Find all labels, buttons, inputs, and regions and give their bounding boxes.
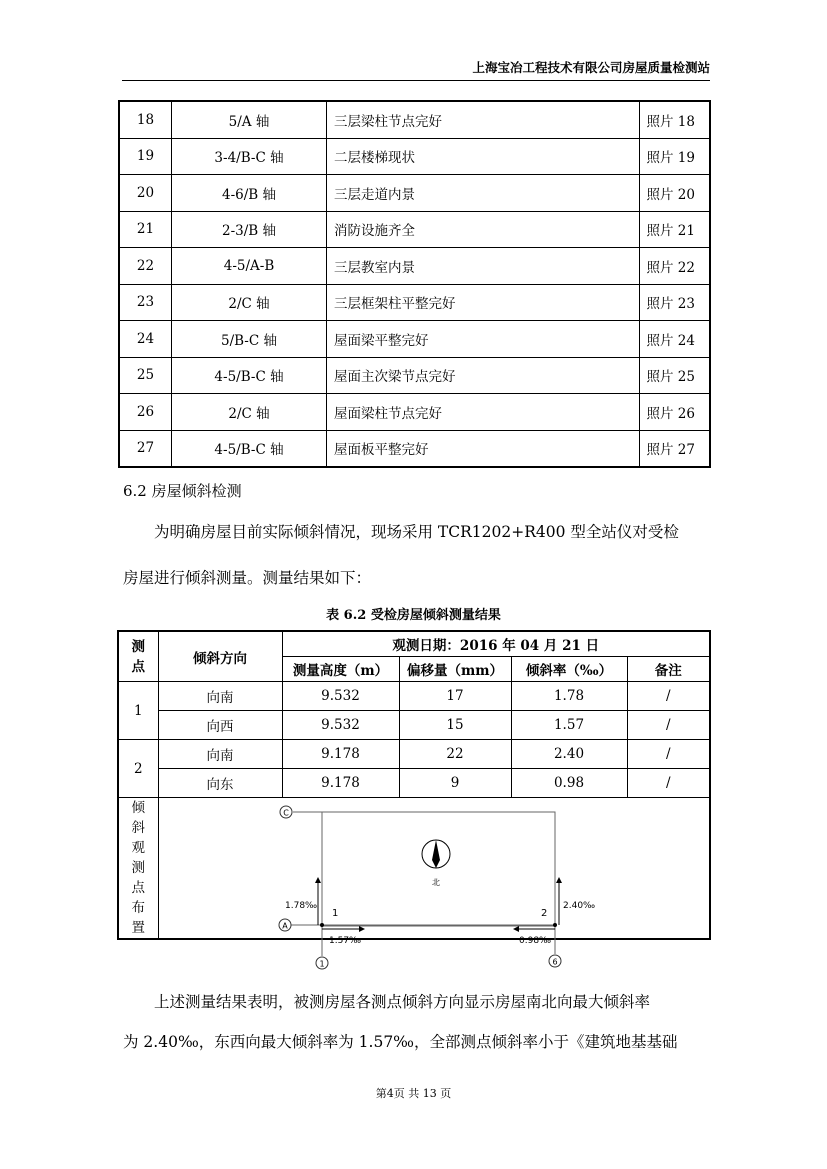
layout-label-text: 倾 斜 观 测 点 布 置 [131,800,145,936]
row-photo: 照片 26 [640,394,711,431]
point-1-marker [320,923,324,927]
point-2-marker [553,923,557,927]
row-axis: 5/A 轴 [172,101,327,138]
header-point-text: 测 点 [131,638,145,675]
point-1-ew-rate: 1.57‰ [328,936,361,946]
section-heading: 6.2 房屋倾斜检测 [123,482,242,500]
row-direction: 向东 [158,769,282,798]
row-axis: 4-5/B-C 轴 [172,430,327,467]
row-number: 21 [119,211,172,248]
row-description: 屋面梁平整完好 [327,321,640,358]
row-axis: 5/B-C 轴 [172,321,327,358]
row-rate: 2.40 [511,740,627,769]
row-photo: 照片 24 [640,321,711,358]
table-row [119,211,710,248]
row-description: 二层楼梯现状 [327,138,640,175]
building-outline [322,812,555,926]
row-height: 9.532 [282,682,399,711]
row-point: 1 [118,682,158,740]
row-photo: 照片 18 [640,101,711,138]
table-row [119,357,710,394]
page-footer: 第4页 共 13 页 [375,1087,452,1100]
row-axis: 4-6/B 轴 [172,175,327,212]
axis-a-label: A [281,921,288,931]
north-needle-icon [432,840,440,868]
table-row [119,138,710,175]
row-description: 消防设施齐全 [327,211,640,248]
row-number: 27 [119,430,172,467]
row-offset: 17 [399,682,511,711]
row-number: 23 [119,284,172,321]
row-description: 屋面梁柱节点完好 [327,394,640,431]
point-2-ew-rate: 0.98‰ [518,936,551,946]
paragraph-line: 为 2.40‰，东西向最大倾斜率为 1.57‰，全部测点倾斜率小于《建筑地基基础 [123,1033,678,1051]
table-row [119,394,710,431]
row-rate: 1.78 [511,682,627,711]
row-note: / [627,711,710,740]
row-axis: 2-3/B 轴 [172,211,327,248]
row-direction: 向西 [158,711,282,740]
table-row [118,740,710,769]
header-point [118,631,158,682]
row-height: 9.178 [282,769,399,798]
header-date: 观测日期：2016 年 04 月 21 日 [282,631,710,657]
header-offset: 偏移量（mm） [399,657,511,682]
row-axis: 4-5/B-C 轴 [172,357,327,394]
photo-table [118,100,711,468]
row-description: 三层教室内景 [327,248,640,285]
row-description: 三层梁柱节点完好 [327,101,640,138]
paragraph-line: 房屋进行倾斜测量。测量结果如下： [123,569,372,587]
north-label: 北 [431,878,440,887]
row-number: 20 [119,175,172,212]
tilt-table [117,630,711,969]
axis-1-label: 1 [318,959,325,969]
row-note: / [627,682,710,711]
header-note: 备注 [627,657,710,682]
layout-label [118,798,158,940]
row-height: 9.532 [282,711,399,740]
table-row [119,175,710,212]
table-row [118,682,710,711]
row-number: 24 [119,321,172,358]
row-photo: 照片 20 [640,175,711,212]
row-description: 三层框架柱平整完好 [327,284,640,321]
header-org: 上海宝冶工程技术有限公司房屋质量检测站 [472,60,710,75]
row-number: 26 [119,394,172,431]
table-row [118,711,710,740]
row-offset: 9 [399,769,511,798]
row-photo: 照片 22 [640,248,711,285]
row-axis: 3-4/B-C 轴 [172,138,327,175]
row-height: 9.178 [282,740,399,769]
row-point: 2 [118,740,158,798]
row-description: 屋面板平整完好 [327,430,640,467]
row-number: 18 [119,101,172,138]
table-row [119,101,710,138]
row-number: 22 [119,248,172,285]
page-header [122,58,710,81]
point-1-ns-rate: 1.78‰ [284,901,317,911]
table-row [118,769,710,798]
row-description: 屋面主次梁节点完好 [327,357,640,394]
table-row [119,321,710,358]
point-2-label: 2 [540,908,547,919]
row-direction: 向南 [158,740,282,769]
row-note: / [627,740,710,769]
row-description: 三层走道内景 [327,175,640,212]
row-photo: 照片 21 [640,211,711,248]
row-direction: 向南 [158,682,282,711]
header-direction: 倾斜方向 [158,631,282,682]
row-number: 19 [119,138,172,175]
axis-6-label: 6 [551,957,558,967]
row-photo: 照片 27 [640,430,711,467]
row-number: 25 [119,357,172,394]
row-offset: 15 [399,711,511,740]
layout-diagram-cell [158,798,710,969]
row-offset: 22 [399,740,511,769]
table-row [119,284,710,321]
row-axis: 4-5/A-B [172,248,327,285]
header-rate: 倾斜率（‰） [511,657,627,682]
row-photo: 照片 25 [640,357,711,394]
table-caption: 表 6.2 受检房屋倾斜测量结果 [326,608,501,623]
row-axis: 2/C 轴 [172,284,327,321]
row-note: / [627,769,710,798]
paragraph-line: 上述测量结果表明，被测房屋各测点倾斜方向显示房屋南北向最大倾斜率 [154,993,651,1011]
paragraph-line: 为明确房屋目前实际倾斜情况，现场采用 TCR1202+R400 型全站仪对受检 [154,523,679,541]
row-rate: 1.57 [511,711,627,740]
row-axis: 2/C 轴 [172,394,327,431]
header-height: 测量高度（m） [282,657,399,682]
point-1-label: 1 [331,908,338,919]
table-row [119,430,710,467]
row-rate: 0.98 [511,769,627,798]
row-photo: 照片 19 [640,138,711,175]
layout-diagram [159,798,711,978]
table-row [119,248,710,285]
row-photo: 照片 23 [640,284,711,321]
point-2-ns-rate: 2.40‰ [562,901,595,911]
axis-c-label: C [282,808,289,818]
